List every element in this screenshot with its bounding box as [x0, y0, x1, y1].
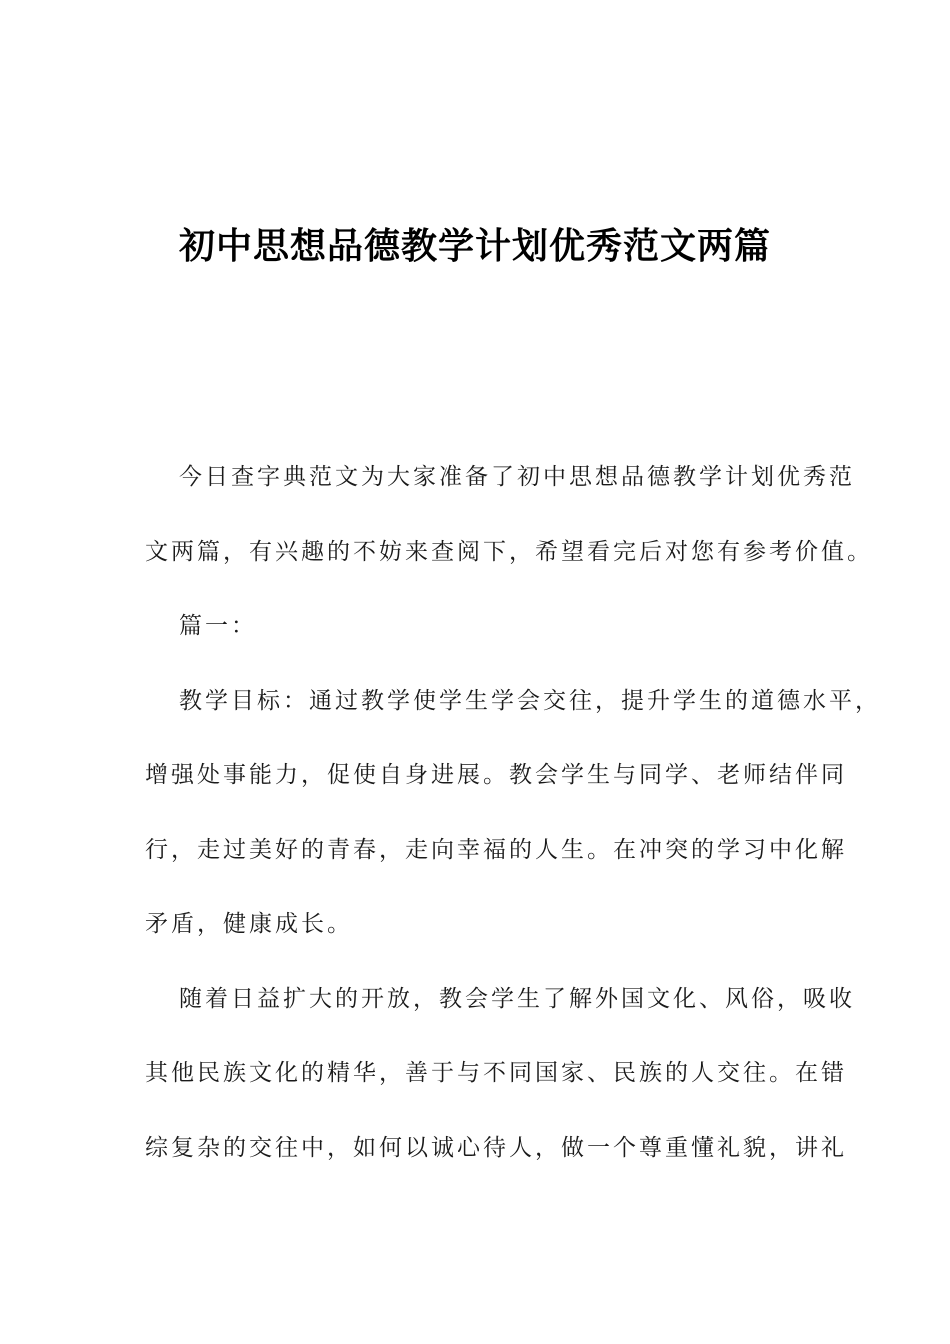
document-body: [145, 450, 881, 1195]
text-line: 随着日益扩大的开放，教会学生了解外国文化、风俗，吸收: [179, 985, 855, 1012]
text-line: 教学目标：通过教学使学生学会交往，提升学生的道德水平，: [179, 687, 881, 714]
text-line: 增强处事能力，促使自身进展。教会学生与同学、老师结伴同: [145, 762, 847, 788]
text-line: 文两篇，有兴趣的不妨来查阅下，希望看完后对您有参考价值。: [145, 538, 873, 565]
document-title: 初中思想品德教学计划优秀范文两篇: [178, 226, 771, 267]
text-line: 其他民族文化的精华，善于与不同国家、民族的人交往。在错: [145, 1060, 847, 1086]
text-line: 综复杂的交往中，如何以诚心待人，做一个尊重懂礼貌，讲礼: [145, 1134, 847, 1161]
text-line: 行，走过美好的青春，走向幸福的人生。在冲突的学习中化解: [145, 836, 847, 863]
text-line: 矛盾，健康成长。: [145, 911, 353, 937]
text-line: 今日查字典范文为大家准备了初中思想品德教学计划优秀范: [179, 464, 855, 490]
section-heading: 篇一：: [179, 613, 257, 639]
